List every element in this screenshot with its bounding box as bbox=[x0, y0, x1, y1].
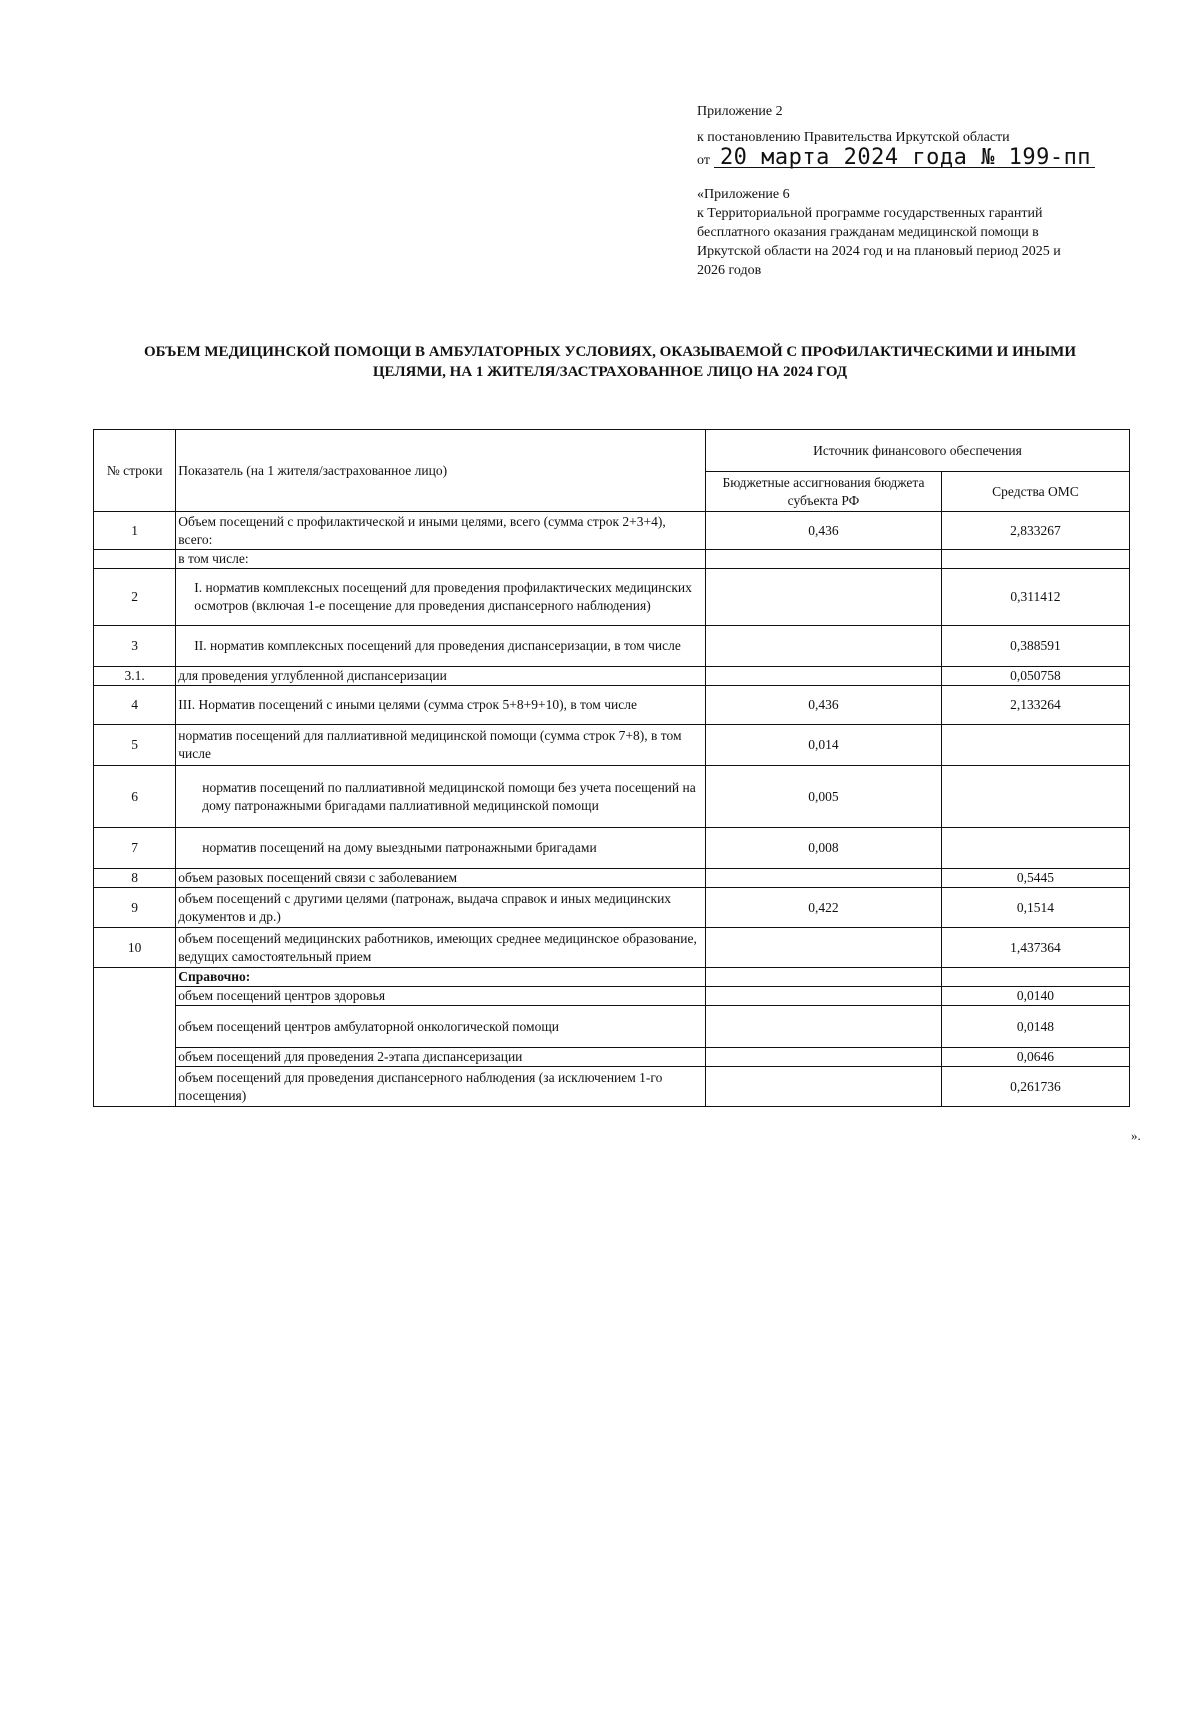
reference-indicator: объем посещений центров амбулаторной онкологической помощи bbox=[176, 1006, 706, 1048]
row-indicator: I. норматив комплексных посещений для проведения профилактических медицинских осмотров (включая 1-е посещение для проведения диспансерного наблюдения) bbox=[176, 569, 706, 626]
reference-indicator: объем посещений центров здоровья bbox=[176, 987, 706, 1006]
row-oms: 0,1514 bbox=[941, 888, 1129, 928]
row-indicator: в том числе: bbox=[176, 550, 706, 569]
row-budget: 0,014 bbox=[705, 725, 941, 766]
reference-row bbox=[94, 1006, 1130, 1048]
row-budget: 0,005 bbox=[705, 766, 941, 828]
reference-oms: 0,0140 bbox=[941, 987, 1129, 1006]
row-indicator: объем разовых посещений связи с заболеванием bbox=[176, 869, 706, 888]
table-row bbox=[94, 869, 1130, 888]
document-title bbox=[100, 342, 1120, 382]
col-financing-source: Источник финансового обеспечения bbox=[705, 430, 1129, 472]
col-oms: Средства ОМС bbox=[941, 472, 1129, 512]
table-row bbox=[94, 928, 1130, 968]
row-oms: 0,311412 bbox=[941, 569, 1129, 626]
table-header-row bbox=[94, 430, 1130, 472]
row-number: 8 bbox=[94, 869, 176, 888]
closing-quote: ». bbox=[1131, 1128, 1141, 1143]
row-number bbox=[94, 550, 176, 569]
appendix6-line5: 2026 годов bbox=[697, 263, 762, 278]
row-oms: 2,133264 bbox=[941, 686, 1129, 725]
decree-date-number: 20 марта 2024 года № 199-пп bbox=[714, 149, 1095, 168]
volume-table bbox=[93, 429, 1130, 1107]
row-indicator: для проведения углубленной диспансеризации bbox=[176, 667, 706, 686]
reference-oms: 0,261736 bbox=[941, 1067, 1129, 1107]
row-budget bbox=[705, 667, 941, 686]
row-oms: 0,050758 bbox=[941, 667, 1129, 686]
table-row bbox=[94, 888, 1130, 928]
appendix-header bbox=[697, 103, 1137, 170]
row-number: 3 bbox=[94, 626, 176, 667]
appendix6-line2: к Территориальной программе государственных гарантий bbox=[697, 206, 1043, 221]
reference-budget bbox=[705, 987, 941, 1006]
row-budget bbox=[705, 550, 941, 569]
reference-budget bbox=[705, 1006, 941, 1048]
row-budget bbox=[705, 626, 941, 667]
row-indicator: норматив посещений на дому выездными патронажными бригадами bbox=[176, 828, 706, 869]
reference-label: Справочно: bbox=[176, 968, 706, 987]
row-budget bbox=[705, 869, 941, 888]
row-number: 10 bbox=[94, 928, 176, 968]
title-line1: ОБЪЕМ МЕДИЦИНСКОЙ ПОМОЩИ В АМБУЛАТОРНЫХ УСЛОВИЯХ, ОКАЗЫВАЕМОЙ С ПРОФИЛАКТИЧЕСКИМИ И ИНЫМИ bbox=[144, 344, 1076, 360]
from-label: от bbox=[697, 153, 710, 168]
col-budget: Бюджетные ассигнования бюджета субъекта РФ bbox=[705, 472, 941, 512]
row-oms: 0,388591 bbox=[941, 626, 1129, 667]
table-row bbox=[94, 550, 1130, 569]
reference-row bbox=[94, 987, 1130, 1006]
row-oms: 1,437364 bbox=[941, 928, 1129, 968]
reference-row bbox=[94, 1067, 1130, 1107]
col-row-number: № строки bbox=[94, 430, 176, 512]
reference-label-oms bbox=[941, 968, 1129, 987]
row-indicator: Объем посещений с профилактической и иными целями, всего (сумма строк 2+3+4), всего: bbox=[176, 512, 706, 550]
row-budget: 0,436 bbox=[705, 686, 941, 725]
row-oms bbox=[941, 725, 1129, 766]
row-number: 4 bbox=[94, 686, 176, 725]
row-number: 1 bbox=[94, 512, 176, 550]
row-budget: 0,008 bbox=[705, 828, 941, 869]
reference-number-cell bbox=[94, 968, 176, 1107]
table-row bbox=[94, 725, 1130, 766]
reference-oms: 0,0148 bbox=[941, 1006, 1129, 1048]
row-indicator: норматив посещений для паллиативной медицинской помощи (сумма строк 7+8), в том числе bbox=[176, 725, 706, 766]
row-number: 6 bbox=[94, 766, 176, 828]
row-indicator: норматив посещений по паллиативной медицинской помощи без учета посещений на дому патронажными бригадами паллиативной медицинской помощи bbox=[176, 766, 706, 828]
table-row bbox=[94, 626, 1130, 667]
row-budget: 0,422 bbox=[705, 888, 941, 928]
table-row bbox=[94, 766, 1130, 828]
decree-date-line bbox=[697, 145, 1137, 170]
reference-budget bbox=[705, 1048, 941, 1067]
reference-header-row bbox=[94, 968, 1130, 987]
table-row bbox=[94, 667, 1130, 686]
row-indicator: III. Норматив посещений с иными целями (сумма строк 5+8+9+10), в том числе bbox=[176, 686, 706, 725]
row-number: 3.1. bbox=[94, 667, 176, 686]
row-oms: 2,833267 bbox=[941, 512, 1129, 550]
row-number: 5 bbox=[94, 725, 176, 766]
row-budget: 0,436 bbox=[705, 512, 941, 550]
row-number: 7 bbox=[94, 828, 176, 869]
col-indicator: Показатель (на 1 жителя/застрахованное лицо) bbox=[176, 430, 706, 512]
reference-budget bbox=[705, 1067, 941, 1107]
table-row bbox=[94, 512, 1130, 550]
row-indicator: объем посещений с другими целями (патронаж, выдача справок и иных медицинских документов и др.) bbox=[176, 888, 706, 928]
appendix-number: Приложение 2 bbox=[697, 104, 783, 119]
reference-row bbox=[94, 1048, 1130, 1067]
reference-indicator: объем посещений для проведения 2-этапа диспансеризации bbox=[176, 1048, 706, 1067]
reference-oms: 0,0646 bbox=[941, 1048, 1129, 1067]
table-row bbox=[94, 828, 1130, 869]
row-indicator: объем посещений медицинских работников, имеющих среднее медицинское образование, ведущих самостоятельный прием bbox=[176, 928, 706, 968]
program-appendix-reference bbox=[697, 185, 1137, 280]
decree-reference: к постановлению Правительства Иркутской области bbox=[697, 130, 1010, 145]
table-row bbox=[94, 569, 1130, 626]
row-oms bbox=[941, 550, 1129, 569]
appendix6-line1: «Приложение 6 bbox=[697, 187, 790, 202]
row-number: 9 bbox=[94, 888, 176, 928]
reference-label-budget bbox=[705, 968, 941, 987]
table-row bbox=[94, 686, 1130, 725]
appendix6-line3: бесплатного оказания гражданам медицинской помощи в bbox=[697, 225, 1039, 240]
row-budget bbox=[705, 569, 941, 626]
row-oms: 0,5445 bbox=[941, 869, 1129, 888]
title-line2: ЦЕЛЯМИ, НА 1 ЖИТЕЛЯ/ЗАСТРАХОВАННОЕ ЛИЦО НА 2024 ГОД bbox=[372, 364, 848, 380]
row-indicator: II. норматив комплексных посещений для проведения диспансеризации, в том числе bbox=[176, 626, 706, 667]
appendix6-line4: Иркутской области на 2024 год и на плановый период 2025 и bbox=[697, 244, 1061, 259]
row-oms bbox=[941, 828, 1129, 869]
row-budget bbox=[705, 928, 941, 968]
row-number: 2 bbox=[94, 569, 176, 626]
reference-indicator: объем посещений для проведения диспансерного наблюдения (за исключением 1-го посещения) bbox=[176, 1067, 706, 1107]
row-oms bbox=[941, 766, 1129, 828]
